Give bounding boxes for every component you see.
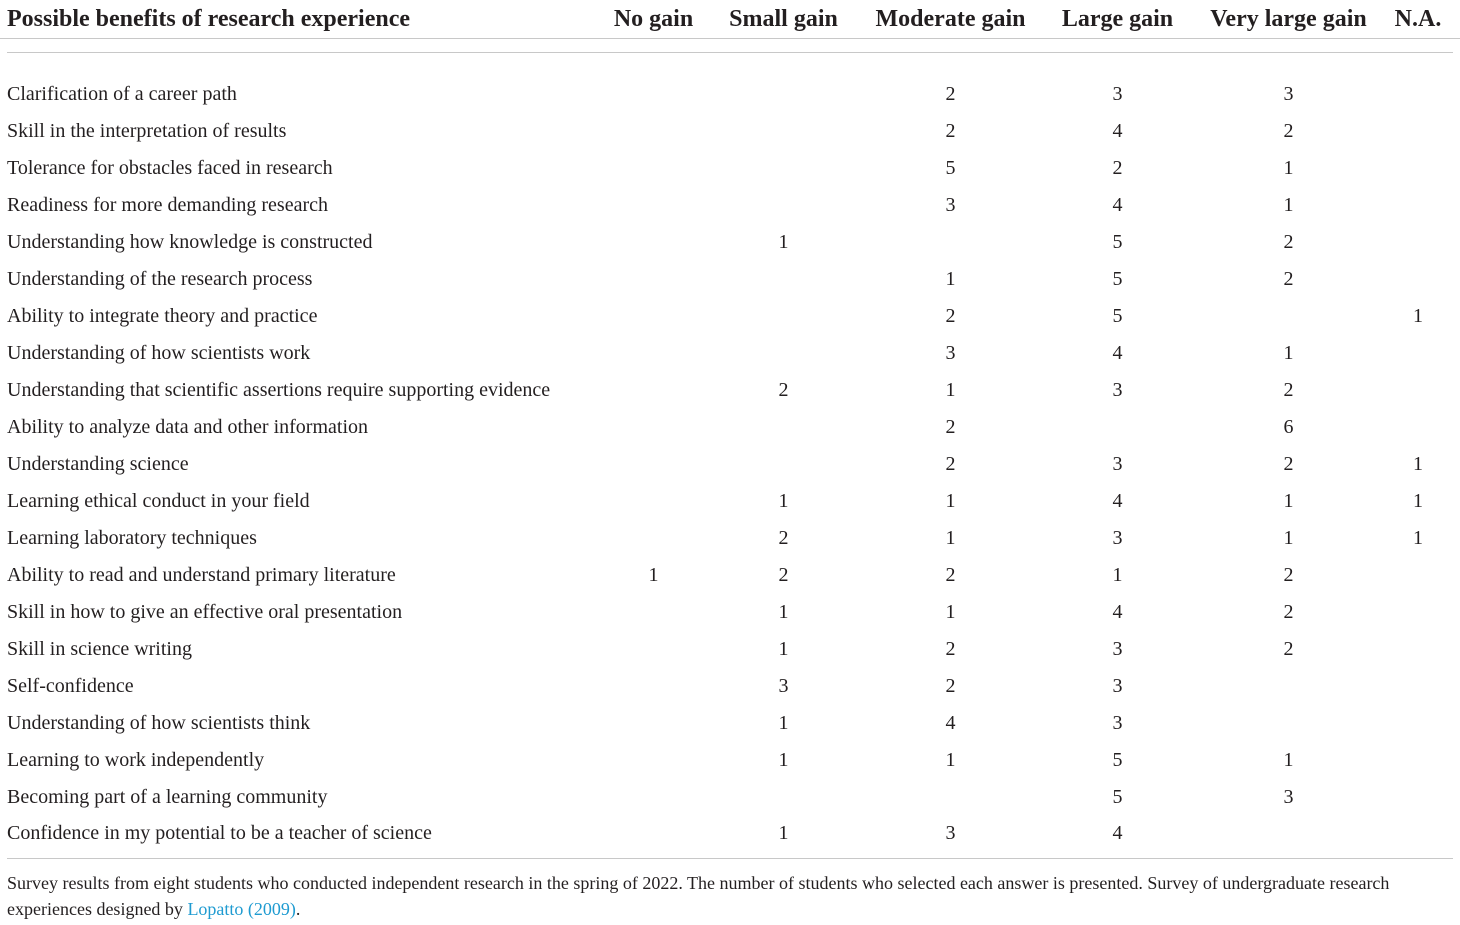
count-cell: 2 bbox=[778, 527, 789, 549]
column-header-benefit: Possible benefits of research experience bbox=[7, 5, 411, 32]
table-row bbox=[0, 483, 1460, 520]
table-row bbox=[0, 187, 1460, 224]
count-cell bbox=[607, 372, 700, 409]
count-cell bbox=[1376, 409, 1460, 446]
count-cell: 1 bbox=[945, 268, 956, 290]
count-cell: 5 bbox=[1112, 268, 1123, 290]
count-cell: 1 bbox=[1413, 305, 1423, 327]
count-cell: 1 bbox=[1283, 527, 1294, 549]
count-cell: 2 bbox=[1283, 638, 1294, 660]
count-cell: 5 bbox=[1112, 786, 1123, 808]
column-header-small-gain: Small gain bbox=[729, 5, 838, 32]
count-cell: 1 bbox=[778, 821, 789, 844]
count-cell bbox=[700, 187, 867, 224]
benefit-label: Confidence in my potential to be a teacher of science bbox=[7, 821, 432, 844]
count-cell: 1 bbox=[945, 490, 956, 512]
count-cell bbox=[1376, 224, 1460, 261]
footnote-end: . bbox=[295, 899, 301, 919]
count-cell bbox=[700, 779, 867, 816]
table-row bbox=[0, 594, 1460, 631]
count-cell bbox=[607, 446, 700, 483]
count-cell bbox=[607, 668, 700, 705]
column-header-very-large-gain: Very large gain bbox=[1210, 5, 1367, 32]
benefit-label: Readiness for more demanding research bbox=[7, 194, 328, 216]
count-cell: 4 bbox=[1112, 342, 1123, 364]
count-cell bbox=[867, 779, 1034, 816]
count-cell: 3 bbox=[778, 675, 789, 697]
count-cell: 1 bbox=[945, 379, 956, 401]
count-cell bbox=[1376, 668, 1460, 705]
count-cell: 2 bbox=[945, 305, 956, 327]
count-cell bbox=[700, 409, 867, 446]
benefit-label: Self-confidence bbox=[7, 675, 134, 697]
count-cell bbox=[607, 483, 700, 520]
count-cell: 4 bbox=[1112, 120, 1123, 142]
count-cell bbox=[607, 520, 700, 557]
count-cell bbox=[700, 150, 867, 187]
count-cell bbox=[700, 446, 867, 483]
count-cell: 2 bbox=[945, 675, 956, 697]
count-cell bbox=[607, 187, 700, 224]
count-cell: 1 bbox=[778, 638, 789, 660]
count-cell bbox=[607, 409, 700, 446]
count-cell bbox=[1376, 372, 1460, 409]
count-cell bbox=[607, 705, 700, 742]
count-cell: 1 bbox=[945, 749, 956, 771]
count-cell bbox=[607, 816, 700, 850]
count-cell: 2 bbox=[945, 453, 956, 475]
count-cell: 1 bbox=[778, 231, 789, 253]
benefit-label: Learning to work independently bbox=[7, 749, 265, 771]
count-cell: 1 bbox=[648, 564, 659, 586]
benefit-label: Ability to integrate theory and practice bbox=[7, 305, 318, 327]
count-cell: 5 bbox=[1112, 231, 1123, 253]
column-header-n-a: N.A. bbox=[1394, 5, 1442, 32]
count-cell bbox=[1376, 335, 1460, 372]
benefit-label: Understanding that scientific assertions require supporting evidence bbox=[7, 379, 551, 401]
count-cell bbox=[607, 779, 700, 816]
count-cell bbox=[700, 298, 867, 335]
benefit-label: Understanding of how scientists think bbox=[7, 712, 311, 734]
count-cell bbox=[1376, 816, 1460, 850]
count-cell: 1 bbox=[778, 712, 789, 734]
count-cell: 3 bbox=[1283, 83, 1294, 105]
count-cell: 3 bbox=[1112, 83, 1123, 105]
table-row bbox=[0, 298, 1460, 335]
count-cell: 1 bbox=[778, 490, 789, 512]
table-row bbox=[0, 409, 1460, 446]
benefit-label: Skill in the interpretation of results bbox=[7, 120, 287, 142]
benefit-label: Understanding of the research process bbox=[7, 268, 313, 290]
table-row bbox=[0, 113, 1460, 150]
count-cell bbox=[607, 594, 700, 631]
header-rule bbox=[7, 52, 1453, 53]
column-header-no-gain: No gain bbox=[613, 5, 694, 32]
count-cell: 2 bbox=[1283, 564, 1294, 586]
count-cell: 3 bbox=[1112, 453, 1123, 475]
table-row bbox=[0, 668, 1460, 705]
count-cell: 2 bbox=[945, 120, 956, 142]
count-cell: 1 bbox=[945, 601, 956, 623]
count-cell bbox=[700, 113, 867, 150]
count-cell: 3 bbox=[1283, 786, 1294, 808]
count-cell: 2 bbox=[778, 379, 789, 401]
count-cell: 2 bbox=[1283, 231, 1294, 253]
count-cell bbox=[867, 224, 1034, 261]
benefit-label: Understanding how knowledge is constructed bbox=[7, 231, 373, 253]
count-cell bbox=[1376, 76, 1460, 113]
benefit-label: Tolerance for obstacles faced in research bbox=[7, 157, 333, 179]
count-cell bbox=[700, 335, 867, 372]
count-cell bbox=[1201, 668, 1376, 705]
table-header-row bbox=[0, 0, 1460, 39]
count-cell bbox=[1376, 557, 1460, 594]
benefit-label: Learning laboratory techniques bbox=[7, 527, 257, 549]
column-header-moderate-gain: Moderate gain bbox=[875, 5, 1026, 32]
count-cell: 2 bbox=[1112, 157, 1123, 179]
count-cell bbox=[700, 76, 867, 113]
count-cell: 1 bbox=[1413, 527, 1423, 549]
count-cell: 1 bbox=[1283, 194, 1294, 216]
count-cell: 1 bbox=[778, 601, 789, 623]
benefit-label: Ability to read and understand primary literature bbox=[7, 564, 396, 586]
citation-link[interactable]: Lopatto (2009) bbox=[187, 899, 296, 919]
count-cell: 2 bbox=[945, 83, 956, 105]
table-row bbox=[0, 557, 1460, 594]
count-cell bbox=[1376, 705, 1460, 742]
count-cell bbox=[607, 113, 700, 150]
count-cell: 1 bbox=[945, 527, 956, 549]
count-cell: 2 bbox=[1283, 379, 1294, 401]
benefit-label: Becoming part of a learning community bbox=[7, 786, 328, 808]
count-cell: 1 bbox=[1283, 749, 1294, 771]
count-cell bbox=[1376, 631, 1460, 668]
count-cell bbox=[1201, 705, 1376, 742]
table-row bbox=[0, 520, 1460, 557]
count-cell bbox=[1376, 187, 1460, 224]
benefit-label: Skill in how to give an effective oral presentation bbox=[7, 601, 403, 623]
count-cell bbox=[607, 76, 700, 113]
count-cell: 1 bbox=[778, 749, 789, 771]
table-row bbox=[0, 372, 1460, 409]
count-cell: 3 bbox=[945, 821, 956, 844]
benefit-label: Skill in science writing bbox=[7, 638, 192, 660]
table-footnote bbox=[7, 870, 1453, 922]
table-row bbox=[0, 631, 1460, 668]
count-cell: 2 bbox=[945, 416, 956, 438]
count-cell: 4 bbox=[945, 712, 956, 734]
count-cell: 3 bbox=[1112, 675, 1123, 697]
count-cell bbox=[607, 742, 700, 779]
count-cell: 1 bbox=[1413, 490, 1423, 512]
benefit-label: Understanding science bbox=[7, 453, 189, 475]
count-cell bbox=[1376, 150, 1460, 187]
count-cell: 1 bbox=[1283, 157, 1294, 179]
count-cell: 2 bbox=[1283, 268, 1294, 290]
benefit-label: Understanding of how scientists work bbox=[7, 342, 311, 364]
count-cell: 3 bbox=[945, 342, 956, 364]
count-cell: 5 bbox=[945, 157, 956, 179]
table-bottom-rule bbox=[7, 858, 1453, 859]
header-spacer bbox=[0, 39, 1460, 77]
count-cell: 2 bbox=[1283, 120, 1294, 142]
table-row bbox=[0, 224, 1460, 261]
count-cell bbox=[607, 224, 700, 261]
count-cell: 1 bbox=[1112, 564, 1123, 586]
count-cell bbox=[607, 150, 700, 187]
count-cell: 4 bbox=[1112, 601, 1123, 623]
count-cell: 4 bbox=[1112, 821, 1123, 844]
table-row bbox=[0, 446, 1460, 483]
table-row bbox=[0, 816, 1460, 850]
count-cell: 4 bbox=[1112, 194, 1123, 216]
column-header-large-gain: Large gain bbox=[1061, 5, 1174, 32]
count-cell: 3 bbox=[1112, 379, 1123, 401]
table-row bbox=[0, 705, 1460, 742]
count-cell bbox=[1201, 298, 1376, 335]
table-row bbox=[0, 150, 1460, 187]
count-cell: 2 bbox=[778, 564, 789, 586]
count-cell bbox=[700, 261, 867, 298]
count-cell: 2 bbox=[1283, 601, 1294, 623]
table-body bbox=[0, 39, 1460, 851]
table-row bbox=[0, 335, 1460, 372]
count-cell bbox=[1376, 742, 1460, 779]
count-cell: 4 bbox=[1112, 490, 1123, 512]
count-cell bbox=[607, 261, 700, 298]
table-row bbox=[0, 779, 1460, 816]
count-cell: 1 bbox=[1283, 342, 1294, 364]
count-cell: 2 bbox=[1283, 453, 1294, 475]
benefit-label: Ability to analyze data and other information bbox=[7, 416, 368, 438]
count-cell: 2 bbox=[945, 564, 956, 586]
count-cell bbox=[1034, 409, 1201, 446]
count-cell bbox=[607, 335, 700, 372]
table-row bbox=[0, 742, 1460, 779]
count-cell bbox=[1376, 594, 1460, 631]
count-cell bbox=[1376, 113, 1460, 150]
table-row bbox=[0, 76, 1460, 113]
count-cell: 1 bbox=[1283, 490, 1294, 512]
count-cell: 3 bbox=[1112, 638, 1123, 660]
benefit-label: Clarification of a career path bbox=[7, 83, 237, 105]
count-cell: 5 bbox=[1112, 749, 1123, 771]
benefit-label: Learning ethical conduct in your field bbox=[7, 490, 310, 512]
count-cell: 5 bbox=[1112, 305, 1123, 327]
count-cell bbox=[1376, 261, 1460, 298]
count-cell bbox=[1201, 816, 1376, 850]
count-cell: 6 bbox=[1283, 416, 1294, 438]
count-cell: 2 bbox=[945, 638, 956, 660]
table-row bbox=[0, 261, 1460, 298]
count-cell bbox=[607, 298, 700, 335]
count-cell: 3 bbox=[945, 194, 956, 216]
count-cell bbox=[1376, 779, 1460, 816]
footnote-text: Survey results from eight students who conducted independent research in the spring of 2022. The number of students who selected each answer is presented. Survey of undergraduate research experiences designed by bbox=[7, 873, 1390, 919]
count-cell: 3 bbox=[1112, 527, 1123, 549]
count-cell: 3 bbox=[1112, 712, 1123, 734]
count-cell: 1 bbox=[1413, 453, 1423, 475]
count-cell bbox=[607, 631, 700, 668]
